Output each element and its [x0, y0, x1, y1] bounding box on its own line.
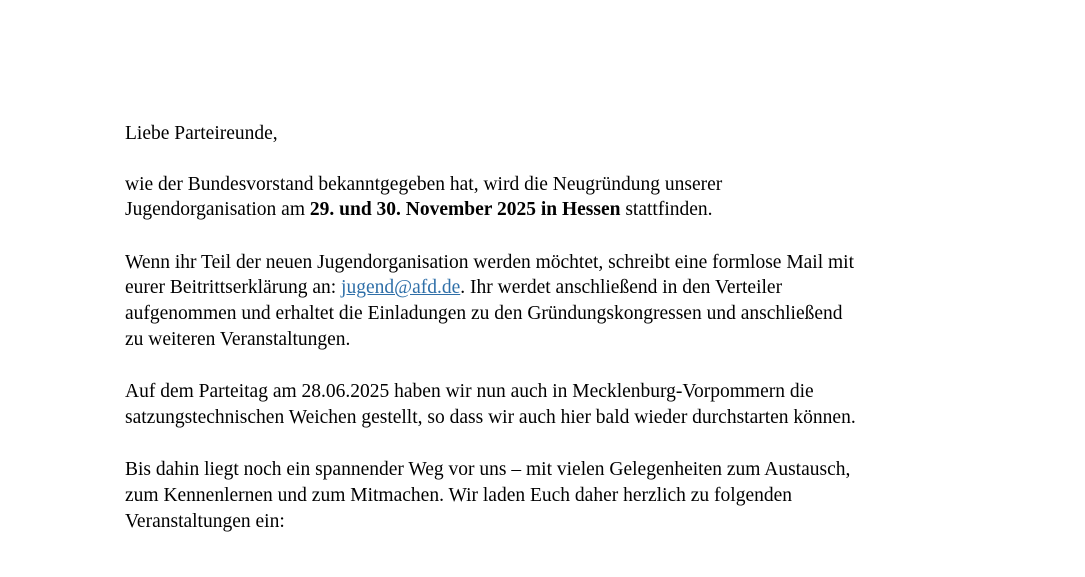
- paragraph-founding-line-2-post: stattfinden.: [620, 199, 713, 221]
- paragraph-events-invitation: [125, 457, 1025, 534]
- paragraph-membership: [125, 250, 1025, 352]
- paragraph-events-line-2: zum Kennenlernen und zum Mitmachen. Wir laden Euch daher herzlich zu folgenden: [125, 484, 793, 506]
- paragraph-events-line-1: Bis dahin liegt noch ein spannender Weg vor uns – mit vielen Gelegenheiten zum Austausch,: [125, 459, 851, 481]
- paragraph-membership-line-3: aufgenommen und erhaltet die Einladungen zu den Gründungskongressen und anschließend: [125, 302, 843, 324]
- email-link[interactable]: jugend@afd.de: [341, 277, 461, 299]
- paragraph-founding-date: [125, 172, 1025, 223]
- greeting-text: Liebe Parteireunde,: [125, 123, 278, 144]
- paragraph-membership-line-1: Wenn ihr Teil der neuen Jugendorganisation werden möchtet, schreibt eine formlose Mail mit: [125, 251, 855, 273]
- paragraph-membership-line-4: zu weiteren Veranstaltungen.: [125, 328, 351, 350]
- paragraph-party-congress: [125, 379, 1025, 430]
- paragraph-congress-line-2: satzungstechnischen Weichen gestellt, so dass wir auch hier bald wieder durchstarten können.: [125, 406, 856, 428]
- founding-date-highlight: 29. und 30. November 2025 in Hessen: [309, 199, 621, 221]
- paragraph-founding-line-1: wie der Bundesvorstand bekanntgegeben hat, wird die Neugründung unserer: [125, 173, 723, 195]
- paragraph-membership-line-2-pre: eurer Beitrittserklärung an:: [125, 277, 342, 299]
- letter-body: [125, 121, 1025, 561]
- paragraph-events-line-3: Veranstaltungen ein:: [125, 510, 285, 532]
- greeting: [125, 121, 1025, 147]
- paragraph-founding-line-2-pre: Jugendorganisation am: [125, 199, 310, 221]
- paragraph-membership-line-2-post: . Ihr werdet anschließend in den Verteiler: [460, 277, 783, 299]
- paragraph-congress-line-1: Auf dem Parteitag am 28.06.2025 haben wir nun auch in Mecklenburg-Vorpommern die: [125, 381, 814, 403]
